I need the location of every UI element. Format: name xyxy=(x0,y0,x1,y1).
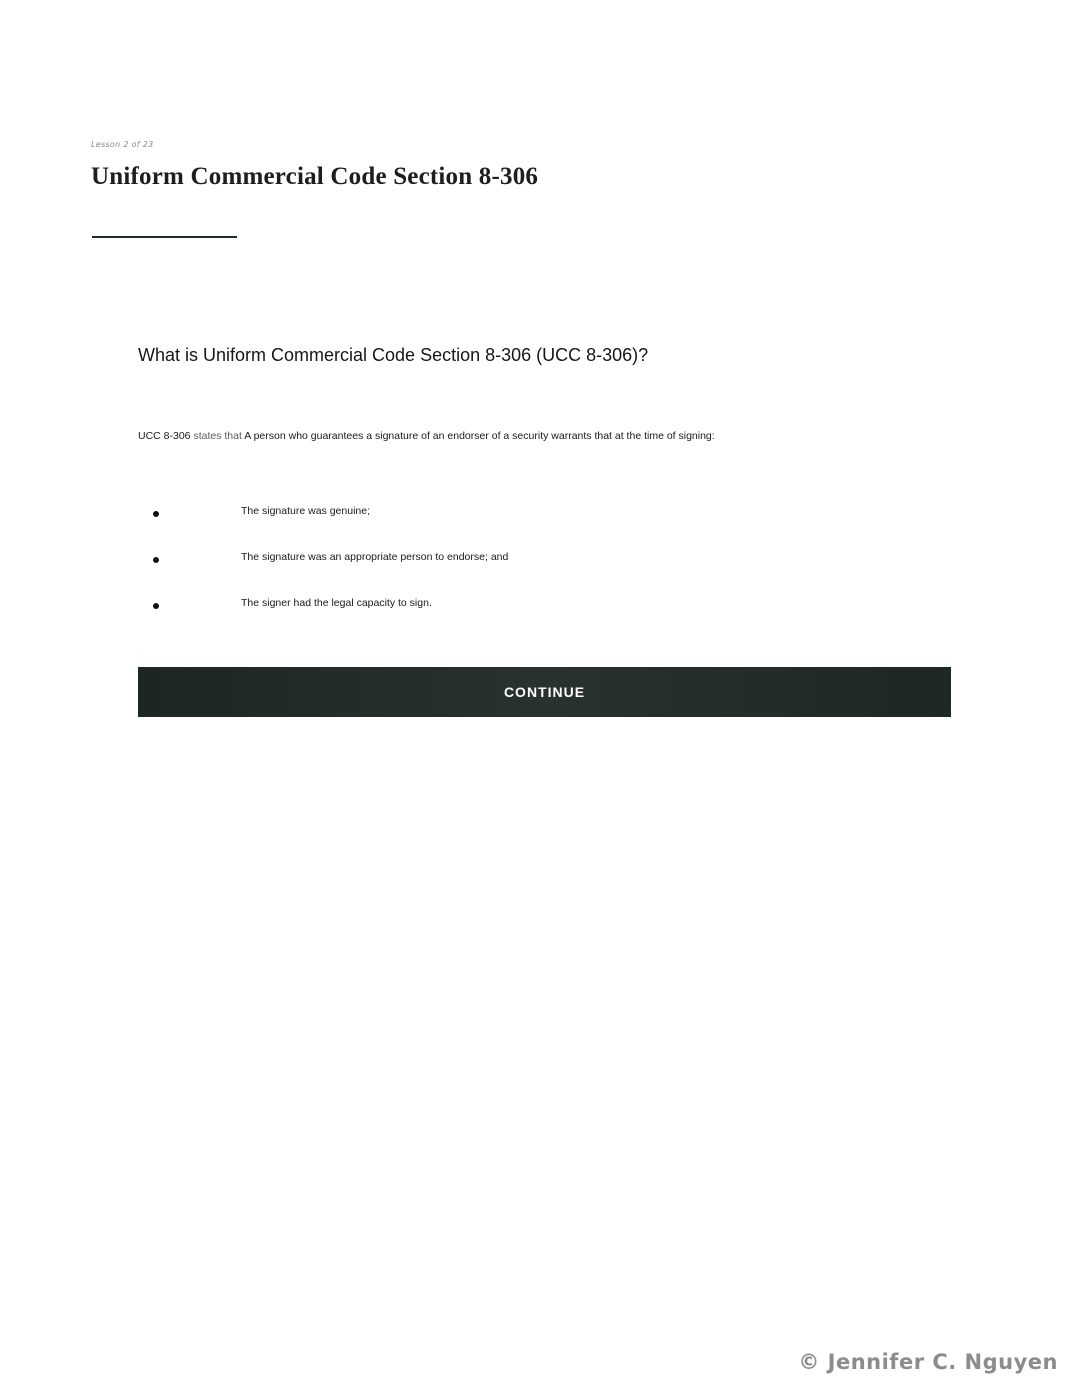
intro-paragraph xyxy=(138,430,715,442)
lesson-progress-label: Lesson 2 of 23 xyxy=(91,140,154,149)
copyright-watermark: © Jennifer C. Nguyen xyxy=(798,1350,1058,1374)
list-item xyxy=(0,505,700,525)
bullet-dot-icon xyxy=(153,557,159,563)
intro-term: UCC 8-306 xyxy=(138,430,191,442)
list-item-text: The signature was genuine; xyxy=(241,505,370,517)
list-item xyxy=(0,597,700,617)
bullet-dot-icon xyxy=(153,603,159,609)
section-heading: What is Uniform Commercial Code Section 8-306 (UCC 8-306)? xyxy=(138,345,649,365)
list-item xyxy=(0,551,700,571)
list-item-text: The signature was an appropriate person to endorse; and xyxy=(241,551,509,563)
continue-button[interactable]: CONTINUE xyxy=(138,667,951,717)
list-item-text: The signer had the legal capacity to sign. xyxy=(241,597,432,609)
intro-verb: states that xyxy=(193,430,242,442)
title-divider xyxy=(92,236,237,238)
bullet-dot-icon xyxy=(153,511,159,517)
lesson-title: Uniform Commercial Code Section 8-306 xyxy=(91,163,539,190)
intro-text: A person who guarantees a signature of an endorser of a security warrants that at the time of signing: xyxy=(244,430,715,442)
